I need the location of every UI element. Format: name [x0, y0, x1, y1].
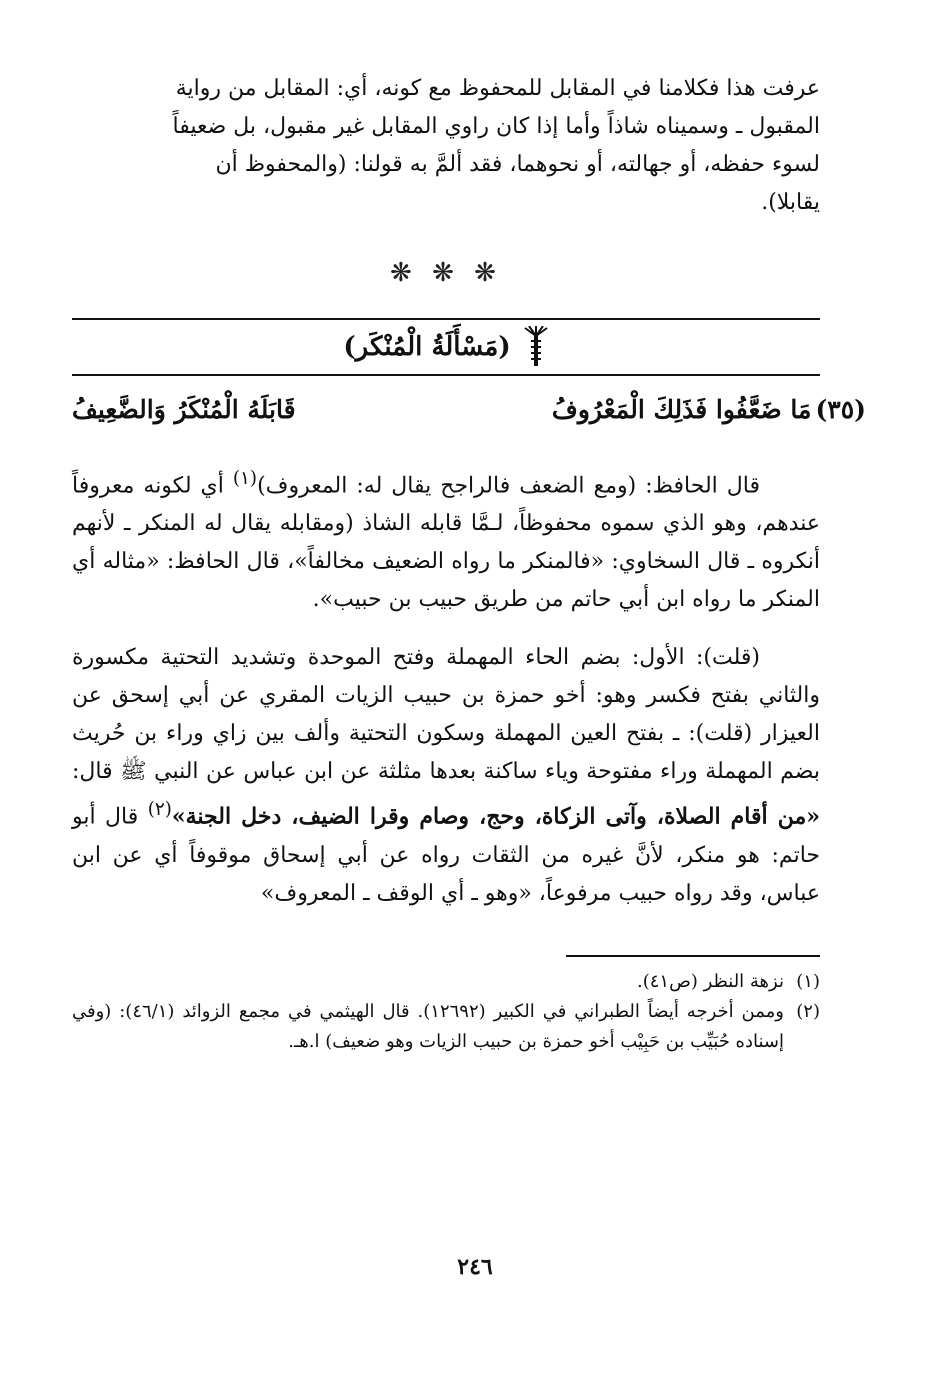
paragraph-1-text-a: قال الحافظ: (ومع الضعف فالراجح يقال له: المعروف) [257, 473, 760, 499]
footnote-divider [566, 955, 820, 957]
verse-line [72, 390, 866, 430]
footnote-number: (١) [796, 970, 820, 992]
page-number: ٢٤٦ [457, 1254, 493, 1280]
verse-first-half [552, 390, 866, 430]
footnote-ref-1[interactable]: (١) [232, 468, 258, 489]
heading-title: (مَسْأَلَةُ الْمُنْكَر) [343, 332, 511, 362]
footnote-text: نزهة النظر (ص٤١). [636, 970, 784, 992]
paragraph-1-text-b: أي لكونه معروفاً عندهم، وهو الذي سموه محفوظاً، لـمَّا قابله الشاذ (ومقابله يقال له المنكر ـ لأنهم أنكروه ـ قال السخاوي: «فالمنكر ما رواه الضعيف مخالفاً»، قال الحافظ: «مثاله أي المنكر ما رواه ابن أبي حاتم من طريق حبيب بن حبيب». [72, 473, 820, 613]
commentary-paragraph-2 [72, 639, 820, 912]
commentary-paragraph-1 [72, 460, 820, 619]
verse-second-hemistich: قَابَلَهُ الْمُنْكَرُ وَالضَّعِيفُ [72, 395, 296, 424]
footnote-1 [72, 967, 820, 997]
footnote-number: (٢) [796, 1000, 820, 1022]
verse-first-hemistich: مَا ضَعَّفُوا فَذَلِكَ الْمَعْرُوفُ [551, 395, 812, 424]
footnote-2 [72, 997, 820, 1057]
intro-line-3: لسوء حفظه، أو جهالته، أو نحوهما، فقد ألمَّ به قولنا: (والمحفوظ أن [215, 152, 820, 177]
document-page [72, 70, 866, 1057]
footnote-text: وممن أخرجه أيضاً الطبراني في الكبير (١٢٦٩٢). قال الهيثمي في مجمع الزوائد (٤٦/١): (وفي إسناده حُبَيِّب بن حَبِيْب أخو حمزة بن حبيب الزيات وهو ضعيف) ا.هـ. [72, 1000, 784, 1052]
section-heading [72, 318, 820, 376]
hadith-text: «من أقام الصلاة، وآتى الزكاة، وحج، وصام وقرا الضيف، دخل الجنة» [171, 803, 821, 830]
intro-line-2: المقبول ـ وسميناه شاذاً وأما إذا كان راوي المقابل غير مقبول، بل ضعيفاً [172, 114, 820, 139]
paragraph-2-text-a: (قلت): الأول: بضم الحاء المهملة وفتح الموحدة وتشديد التحتية مكسورة والثاني بفتح فكسر وهو: أخو حمزة بن حبيب الزيات المقري عن أبي إسحق عن العيزار (قلت): ـ بفتح العين المهملة وسكون التحتية وألف بين زاي وراء بن حُريث بضم المهملة وراء مفتوحة وياء ساكنة بعدها مثلثة عن ابن عباس عن النبي ﷺ قال: [72, 645, 820, 785]
verse-number: (٣٥) [815, 395, 866, 424]
intro-paragraph [72, 70, 820, 222]
intro-line-1: عرفت هذا فكلامنا في المقابل للمحفوظ مع كونه، أي: المقابل من رواية [175, 76, 820, 101]
section-separator: ❋ ❋ ❋ [390, 258, 502, 288]
paragraph-2-text-b: قال أبو حاتم: هو منكر، لأنَّ غيره من الثقات رواه عن أبي إسحاق موقوفاً أي عن ابن عباس، وقد رواه حبيب مرفوعاً، «وهو ـ أي الوقف ـ المعروف» [72, 804, 820, 906]
footnotes [72, 967, 820, 1057]
palm-ornament-icon [523, 326, 549, 368]
intro-line-4: يقابلا). [761, 190, 820, 215]
footnote-ref-2[interactable]: (٢) [147, 799, 172, 821]
